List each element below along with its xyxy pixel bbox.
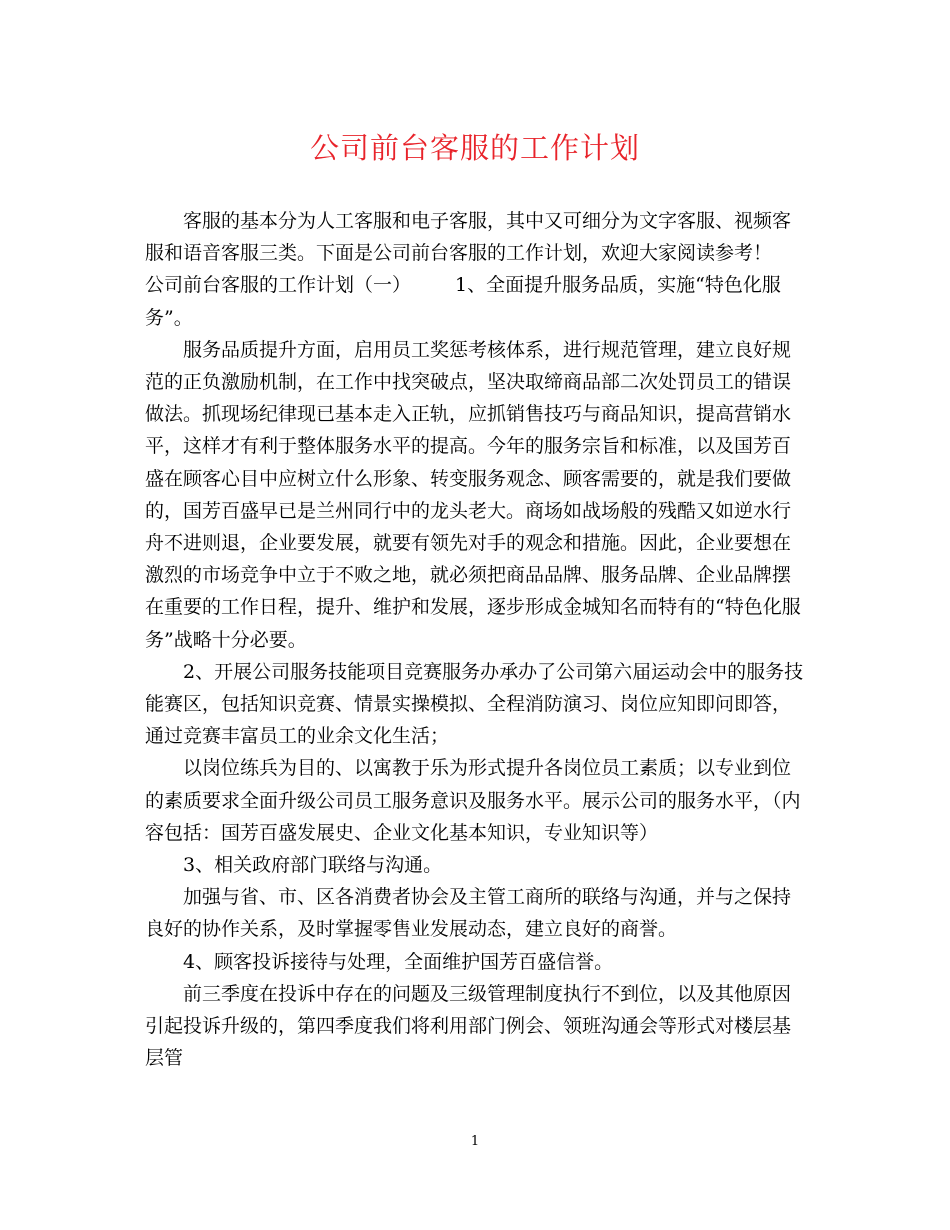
section-line [145, 269, 809, 333]
document-body [145, 205, 809, 1074]
paragraph-government-liaison: 3、相关政府部门联络与沟通。 [183, 854, 443, 877]
paragraph-intro: 客服的基本分为人工客服和电子客服，其中又可细分为文字客服、视频客服和语音客服三类。下面是公司前台客服的工作计划，欢迎大家阅读参考！ [145, 210, 792, 265]
paragraph-complaint-handling: 4、顾客投诉接待与处理，全面维护国芳百盛信誉。 [183, 950, 614, 973]
paragraph-skills-competition: 2、开展公司服务技能项目竞赛服务办承办了公司第六届运动会中的服务技能赛区，包括知识竞赛、情景实操模拟、全程消防演习、岗位应知即问即答，通过竞赛丰富员工的业余文化生活； [145, 660, 804, 748]
paragraph-service-quality: 服务品质提升方面，启用员工奖惩考核体系，进行规范管理，建立良好规范的正负激励机制，在工作中找突破点，坚决取缔商品部二次处罚员工的错误做法。抓现场纪律现已基本走入正轨，应抓销售技巧与商品知识，提高营销水平，这样才有利于整体服务水平的提高。今年的服务宗旨和标准，以及国芳百盛在顾客心目中应树立什么形象、转变服务观念、顾客需要的，就是我们要做的，国芳百盛早已是兰州同行中的龙头老大。商场如战场般的残酷又如逆水行舟不进则退，企业要发展，就要有领先对手的观念和措施。因此，企业要想在激烈的市场竞争中立于不败之地，就必须把商品品牌、服务品牌、企业品牌摆在重要的工作日程，提升、维护和发展，逐步形成金城知名而特有的“特色化服务”战略十分必要。 [145, 338, 801, 651]
section-heading: 公司前台客服的工作计划（一） [145, 274, 412, 297]
section-first-item: 1、全面提升服务品质，实施“特色化服务”。 [145, 274, 781, 329]
page-number: 1 [470, 1134, 480, 1149]
paragraph-job-training: 以岗位练兵为目的、以寓教于乐为形式提升各岗位员工素质；以专业到位的素质要求全面升级公司员工服务意识及服务水平。展示公司的服务水平，（内容包括：国芳百盛发展史、企业文化基本知识，专业知识等） [145, 757, 801, 844]
paragraph-complaint-details: 前三季度在投诉中存在的问题及三级管理制度执行不到位，以及其他原因引起投诉升级的，第四季度我们将利用部门例会、领班沟通会等形式对楼层基层管 [145, 982, 792, 1070]
paragraph-consumer-associations: 加强与省、市、区各消费者协会及主管工商所的联络与沟通，并与之保持良好的协作关系，及时掌握零售业发展动态，建立良好的商誉。 [145, 886, 792, 941]
document-title: 公司前台客服的工作计划 [309, 131, 640, 165]
